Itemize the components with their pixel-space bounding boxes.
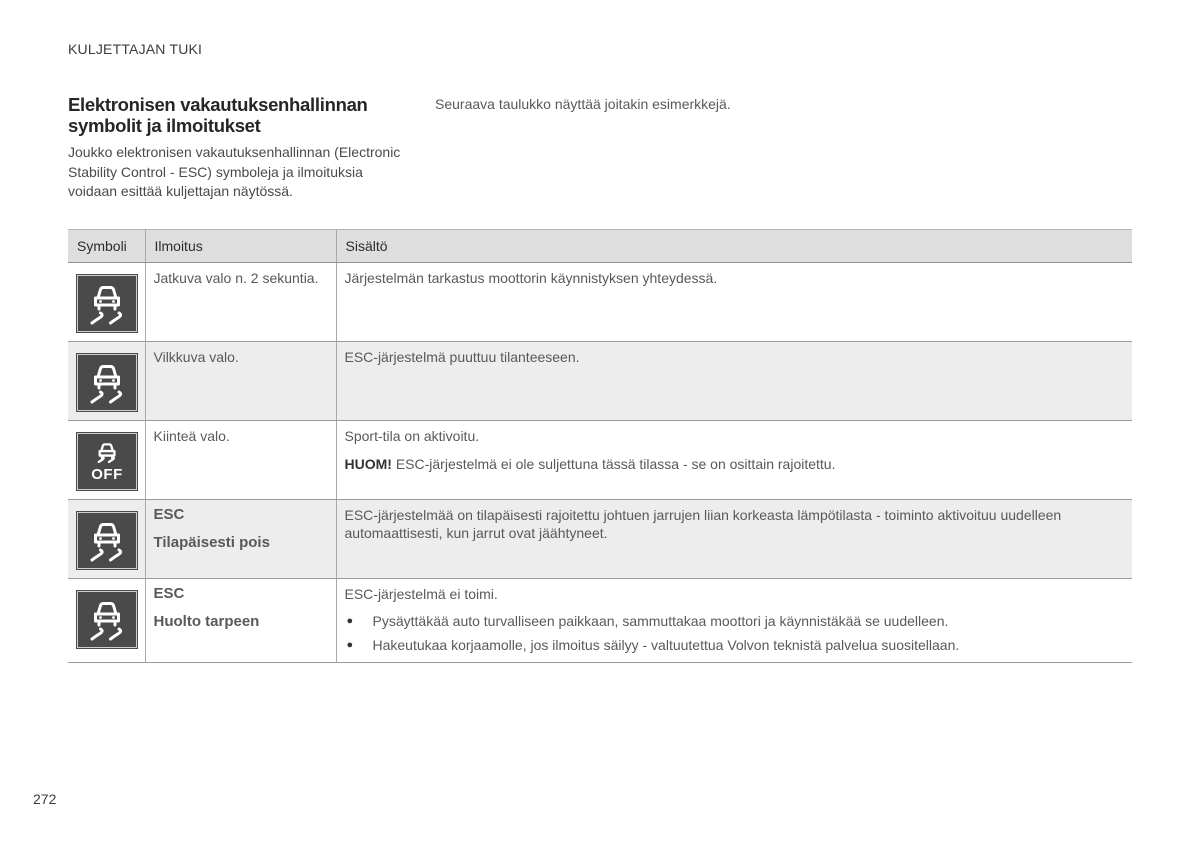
section-title-line-2: symbolit ja ilmoitukset — [68, 115, 261, 136]
esc-off-icon — [77, 433, 137, 490]
section-intro — [68, 94, 413, 202]
note-label: HUOM! — [344, 456, 392, 472]
esc-skid-icon — [77, 354, 137, 411]
message-cell: Jatkuva valo n. 2 sekuntia. — [145, 263, 336, 342]
table-row — [68, 421, 1132, 500]
content-text: ESC-järjestelmä ei toimi. — [344, 586, 498, 602]
page-number: 272 — [33, 791, 57, 807]
esc-symbols-table — [68, 229, 1132, 663]
section-title — [68, 94, 413, 136]
message-title: ESC — [153, 585, 185, 602]
table-row — [68, 500, 1132, 579]
note — [345, 455, 1125, 473]
content-cell: ESC-järjestelmää on tilapäisesti rajoitettu johtuen jarrujen liian korkeasta lämpötilasta - toiminto aktivoituu uudelleen automaattisesti, kun jarrut ovat jäähtyneet. — [336, 500, 1132, 579]
message-subtitle: Tilapäisesti pois — [153, 534, 270, 551]
list-item: ● Pysäyttäkää auto turvalliseen paikkaan, sammuttakaa moottori ja käynnistäkää se uudelleen. — [345, 612, 1125, 630]
message-cell: Vilkkuva valo. — [145, 342, 336, 421]
table-intro-text: Seuraava taulukko näyttää joitakin esimerkkejä. — [435, 96, 731, 112]
message-cell: Kiinteä valo. — [145, 421, 336, 500]
esc-off-label: OFF — [91, 466, 123, 483]
content-cell — [336, 421, 1132, 500]
instruction-list — [345, 612, 1125, 654]
table-header-row — [68, 230, 1132, 263]
esc-skid-icon — [77, 591, 137, 648]
symbol-cell — [68, 579, 145, 663]
chapter-header: KULJETTAJAN TUKI — [68, 41, 203, 57]
message-cell — [145, 579, 336, 663]
note-text: ESC-järjestelmä ei ole suljettuna tässä tilassa - se on osittain rajoitettu. — [391, 456, 836, 472]
table-row — [68, 579, 1132, 663]
column-header-message: Ilmoitus — [145, 230, 336, 263]
message-title: ESC — [153, 506, 185, 523]
intro-paragraph: Joukko elektronisen vakautuksenhallinnan (Electronic Stability Control - ESC) symboleja ja ilmoituksia voidaan esittää kuljettajan näytössä. — [68, 144, 401, 199]
esc-skid-icon — [77, 275, 137, 332]
content-text: Sport-tila on aktivoitu. — [344, 428, 480, 444]
message-cell — [145, 500, 336, 579]
symbol-cell — [68, 500, 145, 579]
esc-skid-icon — [77, 512, 137, 569]
column-header-content: Sisältö — [336, 230, 1132, 263]
list-item: ● Hakeutukaa korjaamolle, jos ilmoitus säilyy - valtuutettua Volvon teknistä palvelua suositellaan. — [345, 636, 1125, 654]
symbol-cell — [68, 421, 145, 500]
symbol-cell — [68, 263, 145, 342]
content-cell: Järjestelmän tarkastus moottorin käynnistyksen yhteydessä. — [336, 263, 1132, 342]
symbol-cell — [68, 342, 145, 421]
section-title-line-1: Elektronisen vakautuksenhallinnan — [68, 94, 368, 115]
table-row — [68, 342, 1132, 421]
content-cell — [336, 579, 1132, 663]
table-row — [68, 263, 1132, 342]
column-header-symbol: Symboli — [68, 230, 145, 263]
content-cell: ESC-järjestelmä puuttuu tilanteeseen. — [336, 342, 1132, 421]
message-subtitle: Huolto tarpeen — [153, 613, 260, 630]
